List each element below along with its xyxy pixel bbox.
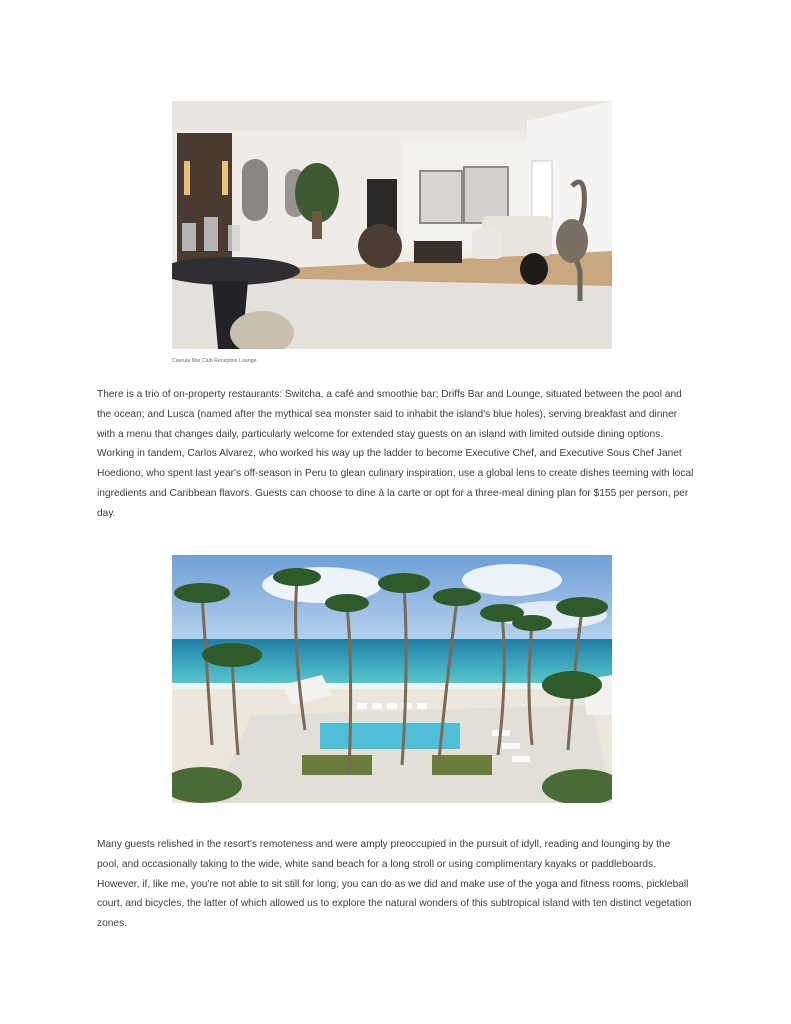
restaurants-paragraph: There is a trio of on-property restaurants: Switcha, a café and smoothie bar; Driffs Bar and Lounge, situated between the pool and the ocean; and Lusca (named after the mythical sea monster said to inhabit the island's blue holes), serving breakfast and dinner with a menu that changes daily, particularly welcome for extended stay guests on an island with limited outside dining options. Working in tandem, Carlos Alvarez, who worked his way up the ladder to become Executive Chef, and Executive Sous Chef Janet Hoediono, who spent last year's off-season in Peru to glean culinary inspiration, use a global lens to create dishes teeming with local ingredients and Caribbean flavors. Guests can choose to dine à la carte or opt for a three-meal dining plan for $155 per person, per day. bbox=[97, 389, 694, 519]
lounge-photo bbox=[172, 101, 612, 349]
pool-beach-photo bbox=[172, 555, 612, 803]
lounge-photo-caption: Caerula Mar Club Reception Lounge. bbox=[172, 358, 258, 364]
activities-paragraph: Many guests relished in the resort's remoteness and were amply preoccupied in the pursuit of idyll, reading and lounging by the pool, and occasionally taking to the wide, white sand beach for a long stroll or using complimentary kayaks or paddleboards. However, if, like me, you're not able to sit still for long, you can do as we did and make use of the yoga and fitness rooms, pickleball court, and bicycles, the latter of which allowed us to explore the natural wonders of this subtropical island with ten distinct vegetation zones. bbox=[97, 839, 692, 930]
